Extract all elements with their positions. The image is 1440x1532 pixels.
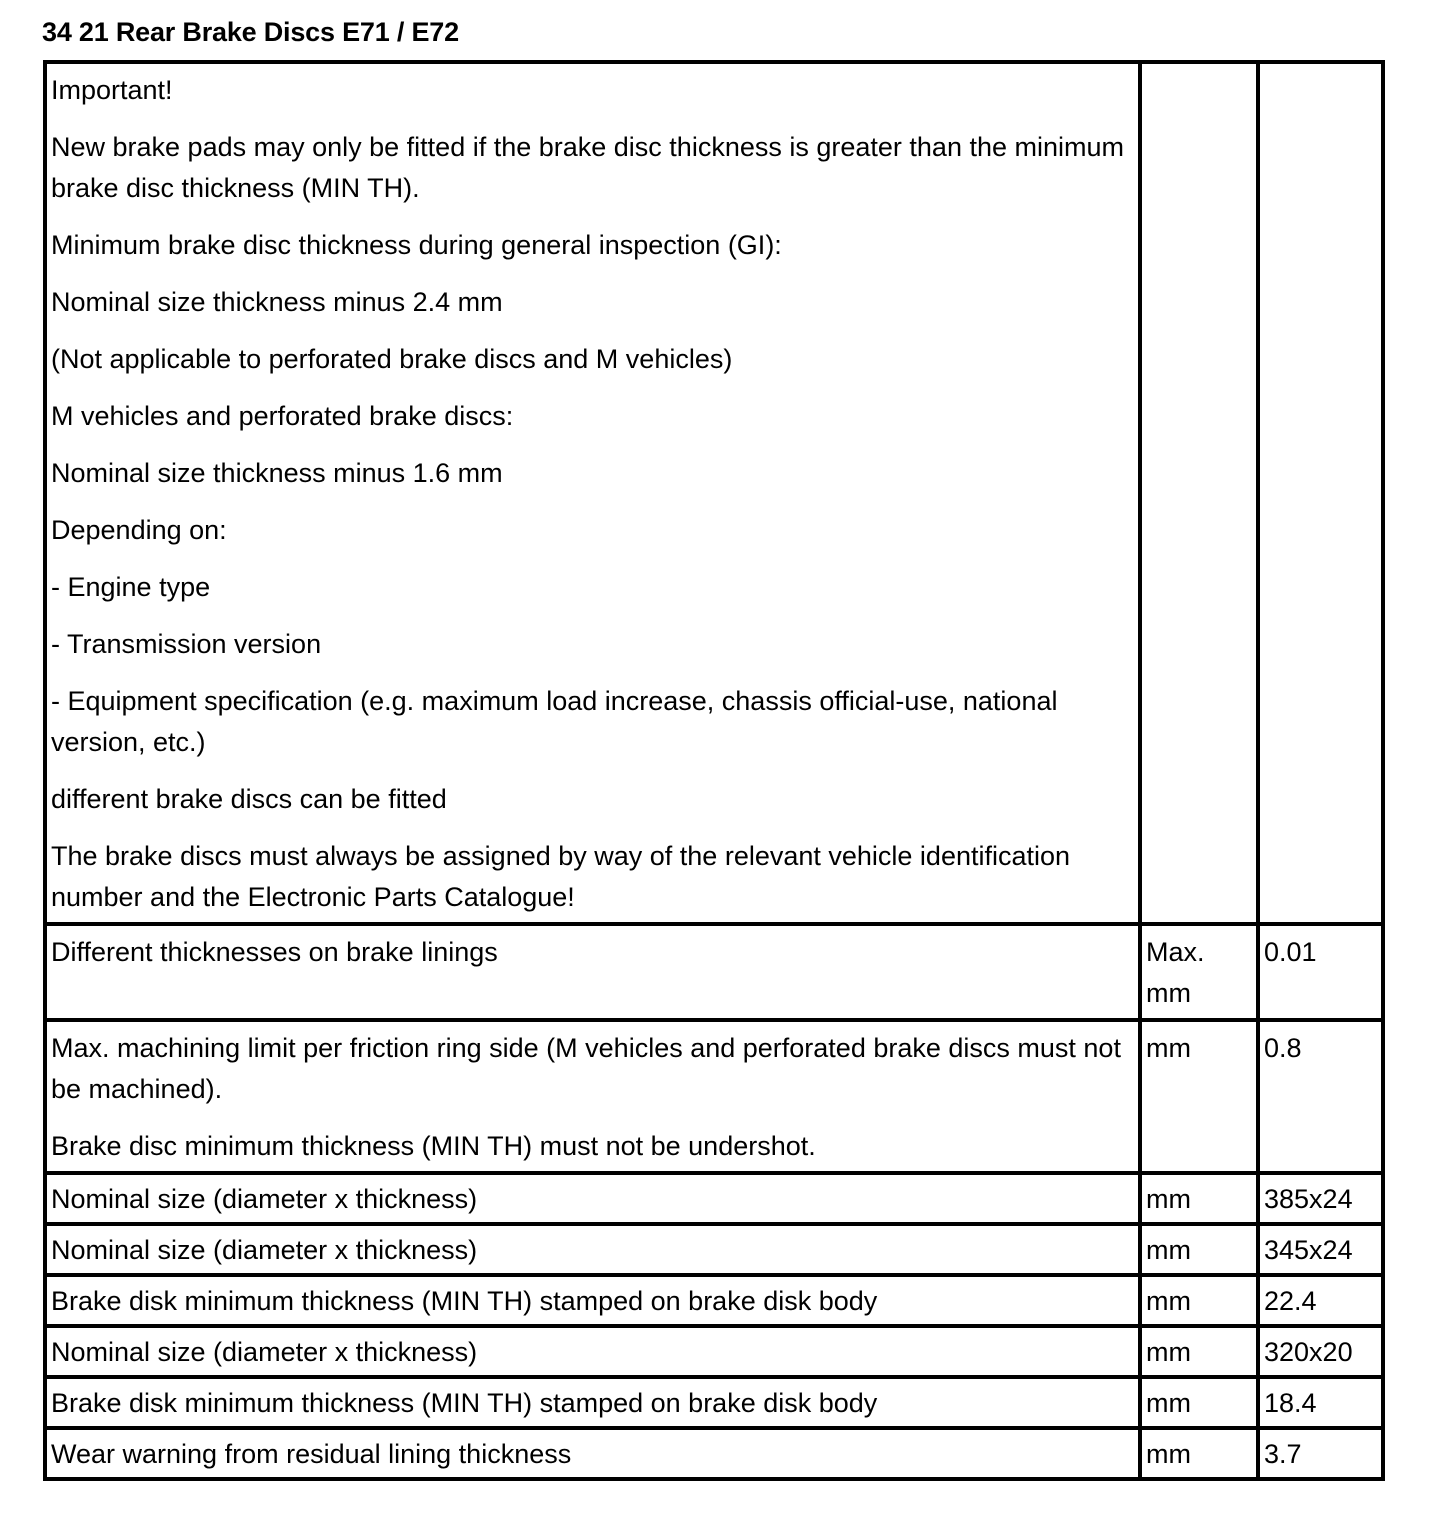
notes-paragraph: Minimum brake disc thickness during general inspection (GI): [51, 230, 782, 260]
table-row [45, 1428, 1383, 1479]
table-row [45, 1326, 1383, 1377]
unit-cell: Max. mm [1140, 924, 1258, 1020]
description-text: Max. machining limit per friction ring side (M vehicles and perforated brake discs must not be machined). [51, 1033, 1121, 1104]
notes-paragraph: - Equipment specification (e.g. maximum load increase, chassis official-use, national version, etc.) [51, 686, 1058, 757]
value-cell: 345x24 [1258, 1224, 1383, 1275]
unit-cell: mm [1140, 1428, 1258, 1479]
unit-cell: mm [1140, 1224, 1258, 1275]
table-row-notes [45, 62, 1383, 924]
notes-cell [45, 62, 1140, 924]
unit-cell: mm [1140, 1173, 1258, 1224]
value-cell: 320x20 [1258, 1326, 1383, 1377]
description-cell: Nominal size (diameter x thickness) [45, 1224, 1140, 1275]
notes-unit-cell [1140, 62, 1258, 924]
notes-paragraph: Depending on: [51, 515, 227, 545]
table-row [45, 1224, 1383, 1275]
description-text: Brake disc minimum thickness (MIN TH) must not be undershot. [51, 1131, 816, 1161]
value-cell: 22.4 [1258, 1275, 1383, 1326]
description-cell: Brake disk minimum thickness (MIN TH) stamped on brake disk body [45, 1377, 1140, 1428]
unit-cell: mm [1140, 1275, 1258, 1326]
description-cell: Brake disk minimum thickness (MIN TH) stamped on brake disk body [45, 1275, 1140, 1326]
notes-paragraph: Nominal size thickness minus 2.4 mm [51, 287, 503, 317]
notes-value-cell [1258, 62, 1383, 924]
notes-paragraph: M vehicles and perforated brake discs: [51, 401, 514, 431]
table-row [45, 1377, 1383, 1428]
notes-paragraph: different brake discs can be fitted [51, 784, 447, 814]
value-cell: 385x24 [1258, 1173, 1383, 1224]
notes-paragraph: (Not applicable to perforated brake discs and M vehicles) [51, 344, 733, 374]
description-cell: Nominal size (diameter x thickness) [45, 1326, 1140, 1377]
value-cell: 18.4 [1258, 1377, 1383, 1428]
description-text: Different thicknesses on brake linings [51, 937, 498, 967]
notes-paragraph: Nominal size thickness minus 1.6 mm [51, 458, 503, 488]
notes-paragraph: Important! [51, 75, 173, 105]
description-cell: Nominal size (diameter x thickness) [45, 1173, 1140, 1224]
page-title: 34 21 Rear Brake Discs E71 / E72 [42, 17, 459, 47]
notes-paragraph: - Transmission version [51, 629, 322, 659]
notes-paragraph: New brake pads may only be fitted if the brake disc thickness is greater than the minimum brake disc thickness (MIN TH). [51, 132, 1124, 203]
description-cell [45, 1020, 1140, 1173]
table-row [45, 1173, 1383, 1224]
table-row [45, 1020, 1383, 1173]
unit-cell: mm [1140, 1377, 1258, 1428]
brake-disc-spec-table [43, 60, 1385, 1481]
description-cell [45, 924, 1140, 1020]
table-row [45, 1275, 1383, 1326]
value-cell: 0.01 [1258, 924, 1383, 1020]
notes-paragraph: The brake discs must always be assigned by way of the relevant vehicle identification number and the Electronic Parts Catalogue! [51, 841, 1071, 912]
table-row [45, 924, 1383, 1020]
value-cell: 3.7 [1258, 1428, 1383, 1479]
unit-cell: mm [1140, 1020, 1258, 1173]
description-cell: Wear warning from residual lining thickness [45, 1428, 1140, 1479]
notes-paragraph: - Engine type [51, 572, 211, 602]
unit-cell: mm [1140, 1326, 1258, 1377]
value-cell: 0.8 [1258, 1020, 1383, 1173]
